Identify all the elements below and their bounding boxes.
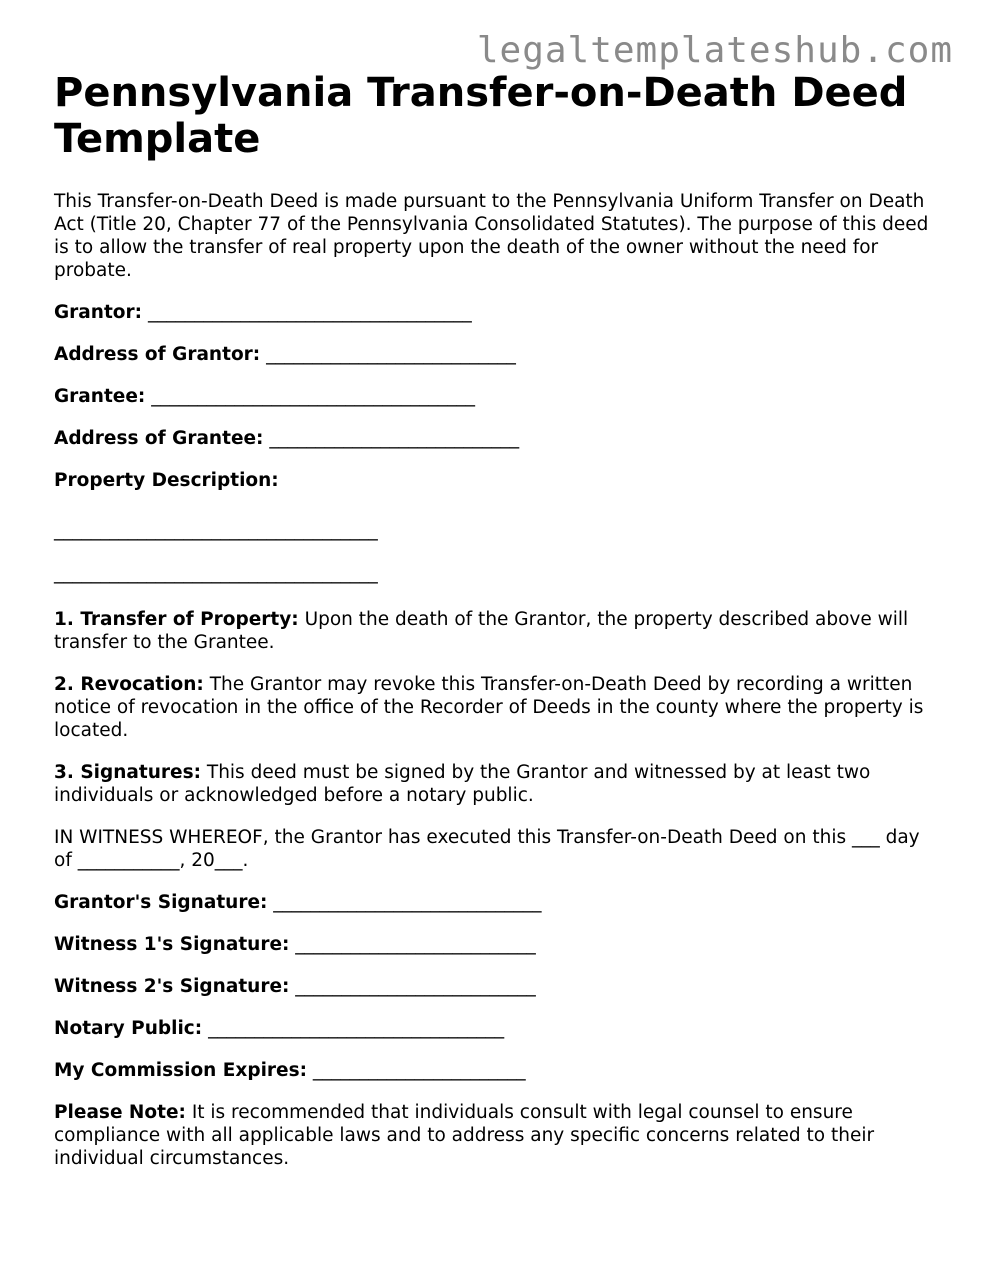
watermark-text: legaltemplateshub.com — [476, 30, 953, 71]
witness-1-signature-label: Witness 1's Signature: — [54, 934, 290, 955]
please-note-paragraph — [54, 1101, 934, 1170]
intro-paragraph: This Transfer-on-Death Deed is made pursuant to the Pennsylvania Uniform Transfer on Death Act (Title 20, Chapter 77 of the Pennsylvania Consolidated Statutes). The purpose of this deed is to allow the transfer of real property upon the death of the owner without the need for probate. — [54, 191, 929, 281]
notary-public-field[interactable] — [54, 1017, 934, 1040]
section-signatures — [54, 761, 934, 807]
grantor-address-field[interactable] — [54, 343, 934, 366]
section-1-heading: 1. Transfer of Property: — [54, 609, 299, 630]
witness-1-signature-blank[interactable]: __________________________ — [295, 934, 536, 955]
section-2-heading: 2. Revocation: — [54, 674, 204, 695]
property-description-heading — [54, 469, 934, 492]
property-description-label: Property Description: — [54, 470, 279, 491]
witness-clause[interactable]: IN WITNESS WHEREOF, the Grantor has executed this Transfer-on-Death Deed on this ___ day of ___________, 20___. — [54, 827, 920, 871]
property-description-line-2[interactable]: ___________________________________ — [54, 563, 378, 584]
witness-2-signature-blank[interactable]: __________________________ — [295, 976, 536, 997]
grantee-field[interactable] — [54, 385, 934, 408]
section-revocation — [54, 673, 934, 742]
commission-expires-blank[interactable]: _______________________ — [312, 1060, 526, 1081]
grantee-address-field[interactable] — [54, 427, 934, 450]
grantor-blank[interactable]: ___________________________________ — [147, 302, 472, 323]
grantor-signature-field[interactable] — [54, 891, 934, 914]
grantee-address-label: Address of Grantee: — [54, 428, 264, 449]
grantee-label: Grantee: — [54, 386, 146, 407]
grantor-signature-label: Grantor's Signature: — [54, 892, 268, 913]
notary-public-label: Notary Public: — [54, 1018, 203, 1039]
document-title: Pennsylvania Transfer-on-Death Deed Template — [54, 70, 908, 162]
section-transfer-of-property — [54, 608, 934, 654]
section-3-heading: 3. Signatures: — [54, 762, 201, 783]
grantor-label: Grantor: — [54, 302, 143, 323]
grantor-address-blank[interactable]: ___________________________ — [266, 344, 516, 365]
grantor-address-label: Address of Grantor: — [54, 344, 261, 365]
section-3-text: This deed must be signed by the Grantor and witnessed by at least two individuals or acknowledged before a notary public. — [54, 762, 871, 806]
grantee-address-blank[interactable]: ___________________________ — [269, 428, 520, 449]
witness-2-signature-label: Witness 2's Signature: — [54, 976, 290, 997]
section-1-text: Upon the death of the Grantor, the property described above will transfer to the Grantee. — [54, 609, 909, 653]
witness-2-signature-field[interactable] — [54, 975, 934, 998]
grantor-signature-blank[interactable]: _____________________________ — [273, 892, 542, 913]
document-body — [54, 70, 934, 1170]
notary-public-blank[interactable]: ________________________________ — [208, 1018, 505, 1039]
grantee-blank[interactable]: ___________________________________ — [151, 386, 475, 407]
please-note-text: It is recommended that individuals consult with legal counsel to ensure compliance with all applicable laws and to address any specific concerns related to their individual circumstances. — [54, 1102, 875, 1169]
property-description-line-1[interactable]: ___________________________________ — [54, 520, 378, 541]
section-2-text: The Grantor may revoke this Transfer-on-Death Deed by recording a written notice of revocation in the office of the Recorder of Deeds in the county where the property is located. — [54, 674, 924, 741]
commission-expires-field[interactable] — [54, 1059, 934, 1082]
please-note-heading: Please Note: — [54, 1102, 186, 1123]
commission-expires-label: My Commission Expires: — [54, 1060, 308, 1081]
witness-1-signature-field[interactable] — [54, 933, 934, 956]
grantor-field[interactable] — [54, 301, 934, 324]
